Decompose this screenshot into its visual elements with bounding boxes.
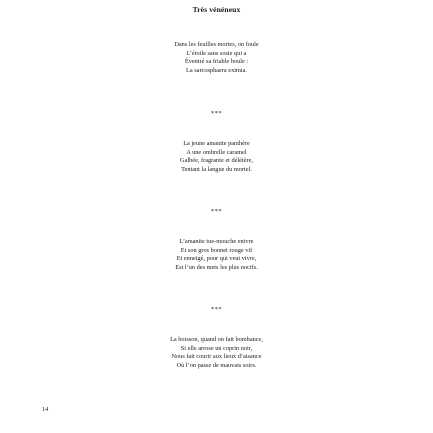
poem-title: Très vénéneux <box>192 5 241 14</box>
stanza-4 <box>0 336 433 370</box>
verse-line: La boisson, quand on fait bombance, <box>170 336 263 343</box>
verse-line: Est l’un des mets les plus nocifs. <box>175 263 258 271</box>
stanza-1 <box>0 41 433 75</box>
verse-line: A une ombrelle caramel <box>186 148 247 156</box>
verse-line: La jeune amanite panthère <box>183 140 250 147</box>
verse-line: Nous fait courir aux lieux d’aisance <box>171 353 262 361</box>
stanza-separator: *** <box>210 208 223 215</box>
stanza-2 <box>0 140 433 174</box>
stanza-3 <box>0 238 433 272</box>
verse-line: La sarcosphaera eximia. <box>185 66 247 74</box>
verse-line: Dans les feuilles mortes, on foule <box>174 41 259 48</box>
verse-line: Tentant la langue du mortel. <box>181 165 252 173</box>
verse-line: Galbée, fragrante et délétère, <box>180 157 253 165</box>
verse-line: Et son gros bonnet rouge vif <box>180 246 253 254</box>
verse-line: L’étoile sans sosie qui a <box>186 49 247 57</box>
stanza-separator: *** <box>210 306 223 313</box>
verse-line: L’amanite tue-mouche enivre <box>179 238 254 245</box>
verse-line: Où l’on passe de mauvais soirs. <box>176 361 257 369</box>
verse-line: Éventré sa friable boule : <box>184 58 249 66</box>
verse-line: Et enneigé, pour qui veut vivre, <box>176 255 257 263</box>
verse-line: Si elle arrose un coprin noir, <box>180 344 253 352</box>
page-number: 14 <box>42 406 49 413</box>
stanza-separator: *** <box>210 110 223 117</box>
